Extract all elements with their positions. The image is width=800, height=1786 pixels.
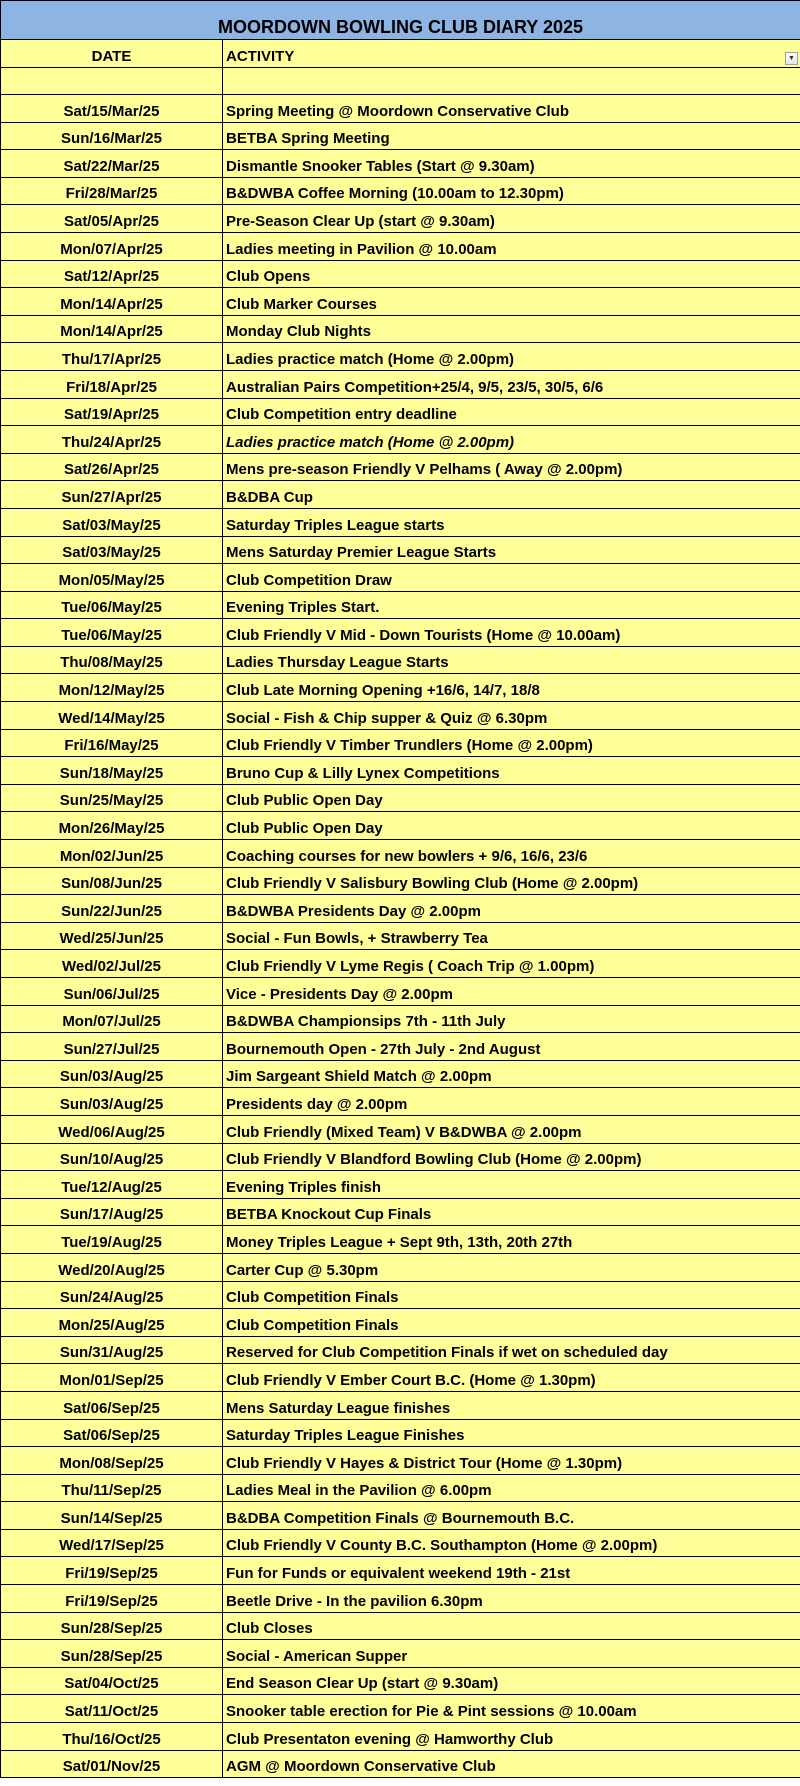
table-row bbox=[1, 1530, 800, 1558]
activity-cell[interactable]: Club Presentaton evening @ Hamworthy Club bbox=[226, 1730, 554, 1748]
table-row bbox=[1, 1116, 800, 1144]
activity-cell[interactable]: Club Friendly V Blandford Bowling Club (Home @ 2.00pm) bbox=[226, 1151, 642, 1169]
table-row bbox=[1, 1502, 800, 1530]
date-cell[interactable]: Sat/26/Apr/25 bbox=[1, 454, 223, 481]
table-row bbox=[1, 316, 800, 344]
table-row bbox=[1, 1171, 800, 1199]
activity-cell[interactable]: Monday Club Nights bbox=[226, 323, 371, 341]
activity-cell[interactable]: Saturday Triples League Finishes bbox=[226, 1427, 465, 1445]
date-cell[interactable]: Sun/16/Mar/25 bbox=[1, 123, 223, 150]
activity-cell[interactable]: AGM @ Moordown Conservative Club bbox=[226, 1758, 496, 1776]
date-cell[interactable]: Thu/08/May/25 bbox=[1, 647, 223, 674]
date-cell[interactable]: Wed/06/Aug/25 bbox=[1, 1116, 223, 1143]
table-row bbox=[1, 895, 800, 923]
date-cell[interactable]: Sat/03/May/25 bbox=[1, 509, 223, 536]
activity-cell[interactable]: Coaching courses for new bowlers + 9/6, 16/6, 23/6 bbox=[226, 847, 588, 865]
date-cell[interactable]: Sun/22/Jun/25 bbox=[1, 895, 223, 922]
table-row bbox=[1, 1751, 800, 1779]
table-row bbox=[1, 343, 800, 371]
activity-cell[interactable]: Club Friendly V Ember Court B.C. (Home @ 1.30pm) bbox=[226, 1371, 596, 1389]
activity-cell[interactable]: Presidents day @ 2.00pm bbox=[226, 1095, 408, 1113]
table-row bbox=[1, 150, 800, 178]
table-row bbox=[1, 1309, 800, 1337]
table-row bbox=[1, 1392, 800, 1420]
activity-cell[interactable]: Ladies practice match (Home @ 2.00pm) bbox=[226, 350, 515, 368]
activity-cell[interactable]: Mens pre-season Friendly V Pelhams ( Away @ 2.00pm) bbox=[226, 461, 623, 479]
date-cell[interactable]: Sat/06/Sep/25 bbox=[1, 1392, 223, 1419]
table-row bbox=[1, 840, 800, 868]
date-cell[interactable]: Sat/06/Sep/25 bbox=[1, 1420, 223, 1447]
activity-cell[interactable]: Social - Fish & Chip supper & Quiz @ 6.30pm bbox=[226, 709, 548, 727]
activity-cell[interactable]: Evening Triples Start. bbox=[226, 599, 380, 617]
activity-cell[interactable]: Saturday Triples League starts bbox=[226, 516, 445, 534]
date-cell[interactable]: Sat/04/Oct/25 bbox=[1, 1668, 223, 1695]
table-row bbox=[1, 426, 800, 454]
table-row bbox=[1, 564, 800, 592]
date-cell[interactable]: Thu/11/Sep/25 bbox=[1, 1475, 223, 1502]
activity-cell[interactable]: B&DBA Competition Finals @ Bournemouth B.C. bbox=[226, 1509, 575, 1527]
date-cell[interactable]: Wed/17/Sep/25 bbox=[1, 1530, 223, 1557]
table-row bbox=[1, 674, 800, 702]
table-row bbox=[1, 1723, 800, 1751]
date-cell[interactable]: Thu/17/Apr/25 bbox=[1, 343, 223, 370]
table-row bbox=[1, 1033, 800, 1061]
table-row bbox=[1, 1061, 800, 1089]
date-cell[interactable]: Fri/16/May/25 bbox=[1, 730, 223, 757]
activity-cell[interactable]: Club Friendly V Lyme Regis ( Coach Trip @ 1.00pm) bbox=[226, 958, 595, 975]
activity-cell[interactable]: Fun for Funds or equivalent weekend 19th - 21st bbox=[226, 1565, 571, 1583]
table-row bbox=[1, 399, 800, 427]
date-cell[interactable]: Mon/02/Jun/25 bbox=[1, 840, 223, 867]
activity-cell[interactable]: Mens Saturday League finishes bbox=[226, 1399, 451, 1417]
table-row bbox=[1, 95, 800, 123]
table-row bbox=[1, 1226, 800, 1254]
diary-rows bbox=[1, 95, 800, 1778]
date-cell[interactable]: Sun/17/Aug/25 bbox=[1, 1199, 223, 1226]
date-cell[interactable]: Sat/19/Apr/25 bbox=[1, 399, 223, 426]
date-cell[interactable]: Mon/12/May/25 bbox=[1, 674, 223, 701]
table-row bbox=[1, 537, 800, 565]
table-row bbox=[1, 481, 800, 509]
blank-row bbox=[1, 68, 800, 95]
activity-cell[interactable]: Vice - Presidents Day @ 2.00pm bbox=[226, 985, 453, 1003]
table-row bbox=[1, 757, 800, 785]
table-row bbox=[1, 1337, 800, 1365]
date-cell[interactable]: Sat/03/May/25 bbox=[1, 537, 223, 564]
date-cell[interactable]: Sat/15/Mar/25 bbox=[1, 95, 223, 122]
activity-cell[interactable]: Bruno Cup & Lilly Lynex Competitions bbox=[226, 764, 500, 782]
table-row bbox=[1, 1199, 800, 1227]
table-row bbox=[1, 1364, 800, 1392]
activity-cell[interactable]: Beetle Drive - In the pavilion 6.30pm bbox=[226, 1592, 483, 1610]
header-row bbox=[1, 40, 800, 68]
date-cell[interactable]: Sat/01/Nov/25 bbox=[1, 1751, 223, 1778]
date-cell[interactable]: Sun/25/May/25 bbox=[1, 785, 223, 812]
table-row bbox=[1, 950, 800, 978]
table-row bbox=[1, 978, 800, 1006]
activity-cell[interactable]: Evening Triples finish bbox=[226, 1178, 382, 1196]
activity-cell[interactable]: Reserved for Club Competition Finals if wet on scheduled day bbox=[226, 1344, 668, 1362]
table-row bbox=[1, 123, 800, 151]
table-row bbox=[1, 1420, 800, 1448]
date-cell[interactable]: Sat/12/Apr/25 bbox=[1, 261, 223, 288]
date-cell[interactable]: Mon/25/Aug/25 bbox=[1, 1309, 223, 1336]
table-row bbox=[1, 1695, 800, 1723]
filter-dropdown-icon[interactable]: ▼ bbox=[785, 52, 798, 65]
activity-cell[interactable]: Club Public Open Day bbox=[226, 792, 383, 810]
activity-cell[interactable]: Club Friendly V Mid - Down Tourists (Home @ 10.00am) bbox=[226, 626, 621, 644]
date-cell[interactable]: Mon/07/Jul/25 bbox=[1, 1006, 223, 1033]
table-row bbox=[1, 1475, 800, 1503]
date-cell[interactable]: Sun/03/Aug/25 bbox=[1, 1061, 223, 1088]
table-row bbox=[1, 592, 800, 620]
activity-cell[interactable]: Ladies Meal in the Pavilion @ 6.00pm bbox=[226, 1482, 492, 1500]
activity-cell[interactable]: Australian Pairs Competition+25/4, 9/5, 23/5, 30/5, 6/6 bbox=[226, 378, 604, 396]
activity-column-header[interactable] bbox=[223, 40, 800, 67]
blank-date-cell[interactable] bbox=[1, 68, 223, 94]
table-row bbox=[1, 454, 800, 482]
date-cell[interactable]: Mon/26/May/25 bbox=[1, 812, 223, 839]
activity-cell[interactable]: Carter Cup @ 5.30pm bbox=[226, 1261, 379, 1279]
table-row bbox=[1, 371, 800, 399]
activity-cell[interactable]: Club Competition Finals bbox=[226, 1289, 399, 1307]
table-row bbox=[1, 1447, 800, 1475]
table-row bbox=[1, 868, 800, 896]
activity-cell[interactable]: Bournemouth Open - 27th July - 2nd August bbox=[226, 1040, 541, 1058]
date-cell[interactable]: Sun/28/Sep/25 bbox=[1, 1640, 223, 1667]
table-row bbox=[1, 1668, 800, 1696]
activity-cell[interactable]: Club Friendly V Timber Trundlers (Home @ 2.00pm) bbox=[226, 737, 593, 755]
table-row bbox=[1, 1282, 800, 1310]
date-cell[interactable]: Mon/14/Apr/25 bbox=[1, 288, 223, 315]
table-row bbox=[1, 702, 800, 730]
date-cell[interactable]: Mon/01/Sep/25 bbox=[1, 1364, 223, 1391]
table-row bbox=[1, 1144, 800, 1172]
date-cell[interactable]: Sun/24/Aug/25 bbox=[1, 1282, 223, 1309]
sheet-title: MOORDOWN BOWLING CLUB DIARY 2025 bbox=[1, 0, 800, 40]
date-cell[interactable]: Thu/16/Oct/25 bbox=[1, 1723, 223, 1750]
date-cell[interactable]: Sun/28/Sep/25 bbox=[1, 1613, 223, 1640]
activity-cell[interactable]: Ladies practice match (Home @ 2.00pm) bbox=[226, 433, 515, 451]
activity-cell[interactable]: B&DWBA Coffee Morning (10.00am to 12.30pm) bbox=[226, 185, 564, 203]
table-row bbox=[1, 785, 800, 813]
activity-cell[interactable]: Ladies meeting in Pavilion @ 10.00am bbox=[226, 240, 497, 258]
activity-cell[interactable]: Club Closes bbox=[226, 1620, 313, 1638]
date-cell[interactable]: Sun/10/Aug/25 bbox=[1, 1144, 223, 1171]
activity-cell[interactable]: Social - American Supper bbox=[226, 1647, 408, 1665]
activity-cell[interactable]: Club Late Morning Opening +16/6, 14/7, 18/8 bbox=[226, 682, 540, 700]
date-cell[interactable]: Wed/02/Jul/25 bbox=[1, 950, 223, 977]
date-cell[interactable]: Mon/14/Apr/25 bbox=[1, 316, 223, 343]
activity-cell[interactable]: Snooker table erection for Pie & Pint sessions @ 10.00am bbox=[226, 1703, 637, 1721]
table-row bbox=[1, 647, 800, 675]
date-cell[interactable]: Wed/14/May/25 bbox=[1, 702, 223, 729]
activity-cell[interactable]: Spring Meeting @ Moordown Conservative Club bbox=[226, 102, 569, 120]
date-cell[interactable]: Fri/19/Sep/25 bbox=[1, 1585, 223, 1612]
table-row bbox=[1, 509, 800, 537]
activity-header-label: ACTIVITY bbox=[226, 48, 295, 65]
date-cell[interactable]: Sun/31/Aug/25 bbox=[1, 1337, 223, 1364]
activity-cell[interactable]: B&DWBA Presidents Day @ 2.00pm bbox=[226, 902, 481, 920]
activity-cell[interactable]: BETBA Spring Meeting bbox=[226, 130, 390, 148]
date-cell[interactable]: Tue/12/Aug/25 bbox=[1, 1171, 223, 1198]
activity-cell[interactable]: Pre-Season Clear Up (start @ 9.30am) bbox=[226, 212, 495, 230]
activity-cell[interactable]: BETBA Knockout Cup Finals bbox=[226, 1206, 432, 1224]
activity-cell[interactable]: Money Triples League + Sept 9th, 13th, 20th 27th bbox=[226, 1233, 573, 1251]
date-cell[interactable]: Sun/14/Sep/25 bbox=[1, 1502, 223, 1529]
table-row bbox=[1, 812, 800, 840]
activity-cell[interactable]: Club Friendly (Mixed Team) V B&DWBA @ 2.00pm bbox=[226, 1123, 582, 1141]
table-row bbox=[1, 1585, 800, 1613]
activity-cell[interactable]: Club Public Open Day bbox=[226, 820, 383, 838]
activity-cell[interactable]: End Season Clear Up (start @ 9.30am) bbox=[226, 1675, 499, 1693]
activity-cell[interactable]: Club Friendly V County B.C. Southampton (Home @ 2.00pm) bbox=[226, 1537, 658, 1555]
date-cell[interactable]: Sun/06/Jul/25 bbox=[1, 978, 223, 1005]
activity-cell[interactable]: Club Friendly V Salisbury Bowling Club (Home @ 2.00pm) bbox=[226, 875, 639, 893]
date-cell[interactable]: Sat/11/Oct/25 bbox=[1, 1695, 223, 1722]
table-row bbox=[1, 1557, 800, 1585]
date-cell[interactable]: Tue/19/Aug/25 bbox=[1, 1226, 223, 1253]
date-column-header[interactable]: DATE bbox=[1, 40, 223, 67]
activity-cell[interactable]: Club Opens bbox=[226, 268, 311, 286]
activity-cell[interactable]: Social - Fun Bowls, + Strawberry Tea bbox=[226, 930, 488, 948]
activity-cell[interactable]: Club Competition entry deadline bbox=[226, 406, 457, 424]
date-cell[interactable]: Mon/05/May/25 bbox=[1, 564, 223, 591]
table-row bbox=[1, 1006, 800, 1034]
date-cell[interactable]: Wed/20/Aug/25 bbox=[1, 1254, 223, 1281]
date-cell[interactable]: Sun/08/Jun/25 bbox=[1, 868, 223, 895]
activity-cell[interactable]: Mens Saturday Premier League Starts bbox=[226, 544, 497, 562]
date-cell[interactable]: Tue/06/May/25 bbox=[1, 619, 223, 646]
date-cell[interactable]: Fri/18/Apr/25 bbox=[1, 371, 223, 398]
date-cell[interactable]: Mon/08/Sep/25 bbox=[1, 1447, 223, 1474]
date-cell[interactable]: Fri/28/Mar/25 bbox=[1, 178, 223, 205]
table-row bbox=[1, 233, 800, 261]
blank-activity-cell[interactable] bbox=[223, 68, 800, 94]
activity-cell[interactable]: Club Marker Courses bbox=[226, 295, 377, 313]
table-row bbox=[1, 619, 800, 647]
activity-cell[interactable]: Dismantle Snooker Tables (Start @ 9.30am) bbox=[226, 157, 535, 175]
table-row bbox=[1, 1254, 800, 1282]
table-row bbox=[1, 730, 800, 758]
date-cell[interactable]: Sun/03/Aug/25 bbox=[1, 1088, 223, 1115]
table-row bbox=[1, 261, 800, 289]
date-cell[interactable]: Fri/19/Sep/25 bbox=[1, 1557, 223, 1584]
table-row bbox=[1, 1613, 800, 1641]
activity-cell[interactable]: Club Competition Draw bbox=[226, 571, 392, 589]
table-row bbox=[1, 288, 800, 316]
date-cell[interactable]: Mon/07/Apr/25 bbox=[1, 233, 223, 260]
table-row bbox=[1, 178, 800, 206]
table-row bbox=[1, 1640, 800, 1668]
table-row bbox=[1, 1088, 800, 1116]
date-cell[interactable]: Sun/18/May/25 bbox=[1, 757, 223, 784]
activity-cell[interactable]: B&DBA Cup bbox=[226, 488, 313, 506]
table-row bbox=[1, 923, 800, 951]
date-cell[interactable]: Tue/06/May/25 bbox=[1, 592, 223, 619]
activity-cell[interactable]: B&DWBA Championsips 7th - 11th July bbox=[226, 1013, 506, 1031]
date-cell[interactable]: Sat/22/Mar/25 bbox=[1, 150, 223, 177]
activity-cell[interactable]: Ladies Thursday League Starts bbox=[226, 654, 449, 672]
date-cell[interactable]: Sun/27/Jul/25 bbox=[1, 1033, 223, 1060]
table-row bbox=[1, 205, 800, 233]
date-cell[interactable]: Thu/24/Apr/25 bbox=[1, 426, 223, 453]
activity-cell[interactable]: Club Competition Finals bbox=[226, 1316, 399, 1334]
activity-cell[interactable]: Jim Sargeant Shield Match @ 2.00pm bbox=[226, 1068, 492, 1086]
activity-cell[interactable]: Club Friendly V Hayes & District Tour (Home @ 1.30pm) bbox=[226, 1454, 623, 1472]
date-cell[interactable]: Sun/27/Apr/25 bbox=[1, 481, 223, 508]
date-cell[interactable]: Wed/25/Jun/25 bbox=[1, 923, 223, 950]
date-cell[interactable]: Sat/05/Apr/25 bbox=[1, 205, 223, 232]
